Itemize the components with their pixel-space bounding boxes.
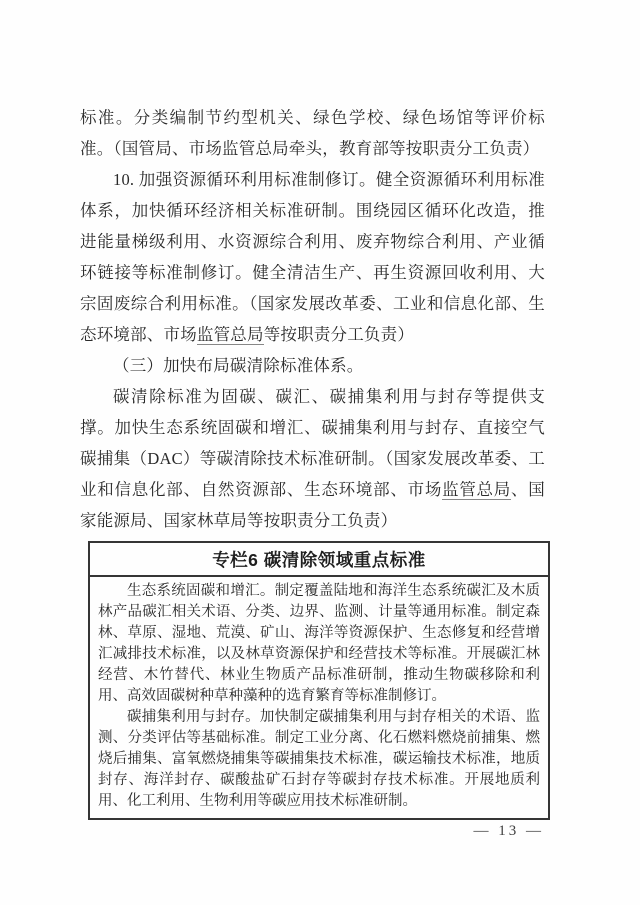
column-box-body [90,577,548,818]
paragraph-item-10: 10. 加强资源循环利用标准制修订。健全资源循环利用标准体系，加快循环经济相关标准研制。围绕园区循环化改造，推进能量梯级利用、水资源综合利用、废弃物综合利用、产业循环链接等标准制修订。健全清洁生产、再生资源回收利用、大宗固废综合利用标准。（国家发展改革委、工业和信息化部、生态环境部、市场监管总局等按职责分工负责） [80,170,545,344]
box-paragraph-ccus: 碳捕集利用与封存。加快制定碳捕集利用与封存相关的术语、监测、分类评估等基础标准。制定工业分离、化石燃料燃烧前捕集、燃烧后捕集、富氧燃烧捕集等碳捕集技术标准，碳运输技术标准，地质封存、海洋封存、碳酸盐矿石封存等碳封存技术标准。开展地质利用、化工利用、生物利用等碳应用技术标准研制。 [98,709,540,809]
box-paragraph-ecosystem-carbon: 生态系统固碳和增汇。制定覆盖陆地和海洋生态系统碳汇及木质林产品碳汇相关术语、分类、边界、监测、计量等通用标准。制定森林、草原、湿地、荒漠、矿山、海洋等资源保护、生态修复和经营增汇减排技术标准，以及林草资源保护和经营技术等标准。开展碳汇林经营、木竹替代、林业生物质产品标准研制，推动生物碳移除和利用、高效固碳树种草种藻种的选育繁育等标准制修订。 [98,583,540,704]
column-box-title: 专栏6 碳清除领域重点标准 [90,543,548,577]
paragraph-carbon-removal: 碳清除标准为固碳、碳汇、碳捕集利用与封存等提供支撑。加快生态系统固碳和增汇、碳捕集利用与封存、直接空气碳捕集（DAC）等碳清除技术标准研制。（国家发展改革委、工业和信息化部、自然资源部、生态环境部、市场监管总局、国家能源局、国家林草局等按职责分工负责） [80,387,545,530]
column-box-6 [88,541,550,820]
page-number: — 13 — [473,823,544,839]
section-heading-three: （三）加快布局碳清除标准体系。 [113,356,364,375]
paragraph-continuation: 标准。分类编制节约型机关、绿色学校、绿色场馆等评价标准。（国管局、市场监管总局牵头，教育部等按职责分工负责） [80,108,545,158]
body-text [80,102,545,536]
